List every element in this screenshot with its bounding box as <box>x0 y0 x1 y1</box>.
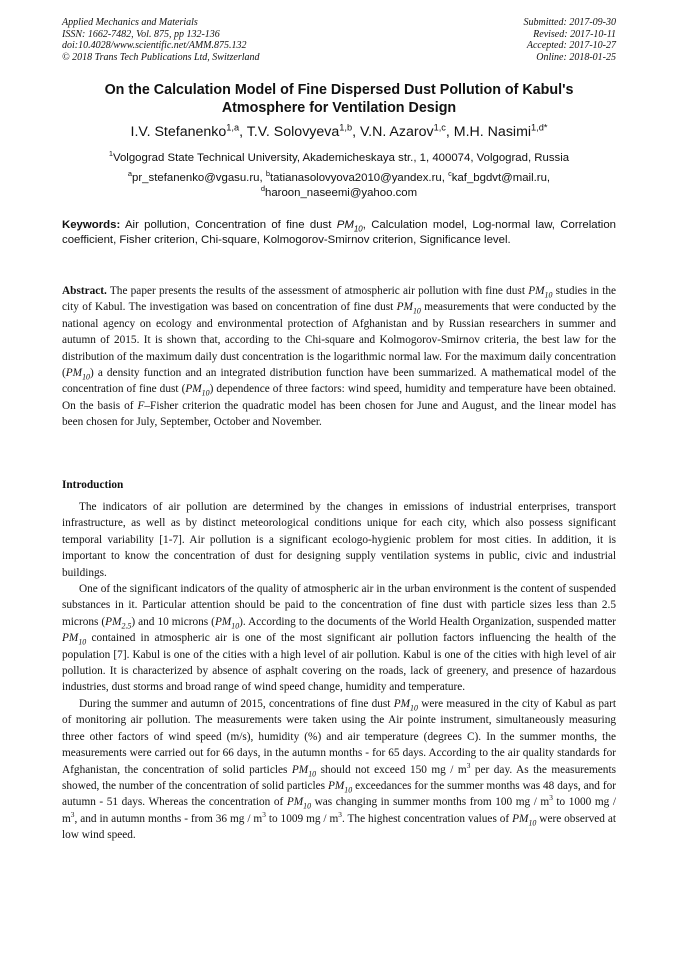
author-list: I.V. Stefanenko$^{1,a}$, T.V. Solovyeva$^{1,b}$, V.N. Azarov$^{1,c}$, M.H. Nasimi$^{1,d*}$ <box>130 122 548 140</box>
keywords-label: Keywords: <box>62 219 121 231</box>
email-list: $^a$pr_stefanenko@vgasu.ru, $^b$tatianasolovyova2010@yandex.ru, $^c$kaf_bgdvt@mail.ru, $^d$haroon_naseemi@yahoo.com <box>127 169 551 199</box>
abstract-section: Abstract. The paper presents the results of the assessment of atmospheric air pollution with fine dust $PM_{10}$ studies in the city of Kabul. The investigation was based on concentration of fine dust $PM_{10}$ measurements that were conducted by the national agency on ecology and environmental protection of Afghanistan and by Russian researchers in summer and autumn of 2015. It is shown that, according to the Chi-square and Kolmogorov-Smirnov criteria, the best law for the distribution of the maximum daily dust concentration is the logarithmic normal law. For the maximum daily concentration $(PM_{10})$ a density function and an integrated distribution function have been summarized. A mathematical model of the concentration of fine dust $(PM_{10})$ dependence of three factors: wind speed, humidity and temperature have been obtained. On the basis of F–Fisher criterion the quadratic model has been chosen for June and August, and the linear model has been chosen for July, September, October and November. <box>62 285 617 429</box>
author-name: T.V. Solovyeva <box>246 124 340 140</box>
affiliation <box>62 151 616 165</box>
date-submitted: Submitted: 2017-09-30 <box>523 17 616 28</box>
author-name: I.V. Stefanenko <box>130 124 227 140</box>
email-a: pr_stefanenko@vgasu.ru, <box>132 172 263 184</box>
author-name: V.N. Azarov <box>359 124 434 140</box>
date-revised: Revised: 2017-10-11 <box>533 28 616 40</box>
journal-info <box>62 17 260 63</box>
journal-doi: doi:10.4028/www.scientific.net/AMM.875.132 <box>62 40 247 51</box>
introduction-heading: Introduction <box>62 479 124 491</box>
title-line-2: Atmosphere for Ventilation Design <box>221 100 457 116</box>
affil-text: Volgograd State Technical University, Akademicheskaya str., 1, 400074, Volgograd, Russia <box>113 152 570 164</box>
author-affil-mark: 1,b <box>339 122 353 133</box>
intro-paragraph-2: One of the significant indicators of the quality of atmospheric air in the urban environment is the content of suspended substances in it. Particular attention should be paid to the concentration of fine dust with particle sizes less than 2.5 microns $(PM_{2.5})$ and 10 microns $(PM_{10})$. According to the documents of the World Health Organization, suspended matter $PM_{10}$ contained in atmospheric air is one of the most significant air pollution factors influencing the health of the population [7]. Kabul is one of the cities with a high level of air pollution. Kabul is one of the cities with high level of air pollution. It is characterized by absence of asphalt covering on the roads, lack of greenery, and presence of hazardous industries, dust storms and broad range of wind speed change, humidity and temperature. <box>62 583 617 694</box>
pm10-term: $PM_{10}$ <box>336 219 363 234</box>
abstract-label: Abstract. <box>62 285 107 297</box>
author-affil-mark: 1,c <box>433 122 446 133</box>
email-b: tatianasolovyova2010@yandex.ru, <box>269 172 445 184</box>
introduction-body <box>62 499 616 844</box>
email-d: haroon_naseemi@yahoo.com <box>264 187 418 199</box>
paper-title <box>62 81 616 117</box>
title-line-1: On the Calculation Model of Fine Dispersed Dust Pollution of Kabul's <box>104 82 574 98</box>
affil-mark: 1 <box>108 149 113 159</box>
email-c: kaf_bgdvt@mail.ru, <box>451 172 551 184</box>
date-online: Online: 2018-01-25 <box>536 51 616 63</box>
submission-dates <box>524 17 617 63</box>
journal-copyright: © 2018 Trans Tech Publications Ltd, Switzerland <box>62 51 260 63</box>
journal-issn: ISSN: 1662-7482, Vol. 875, pp 132-136 <box>62 28 220 40</box>
journal-name: Applied Mechanics and Materials <box>62 17 198 28</box>
author-affil-mark: 1,d* <box>531 122 548 133</box>
date-accepted: Accepted: 2017-10-27 <box>526 40 616 51</box>
author-name: M.H. Nasimi <box>453 124 532 140</box>
intro-paragraph-1: The indicators of air pollution are determined by the changes in emissions of industrial enterprises, transport infrastructure, as well as by distinct meteorological conditions unique for each city, which also possess significant temporal variability [1-7]. Air pollution is a significant ecologo-hygienic problem for most cities. In addition, it is important to know the concentration of dust for designing supply ventilation systems in public, civic and industrial buildings. <box>62 501 616 579</box>
keywords-section: Keywords: Air pollution, Concentration of fine dust $PM_{10}$, Calculation model, Log-normal law, Correlation coefficient, Fisher criterion, Chi-square, Kolmogorov-Smirnov criterion, Significance level. <box>62 219 616 246</box>
author-affil-mark: 1,a <box>226 122 240 133</box>
intro-paragraph-3: During the summer and autumn of 2015, concentrations of fine dust $PM_{10}$ were measured in the city of Kabul as part of monitoring air pollution. The measurements were taken using the Air pointe instrument, simultaneously measuring three other factors of wind speed (m/s), humidity (%) and air temperature (degrees C). In the summer months, the measurements were carried out for 66 days, in the autumn months - for 65 days. According to the air quality standards for Afghanistan, the concentration of solid particles $PM_{10}$ should not exceed 150 mg / $m^3$ per day. As the measurements showed, the number of the concentration of solid particles $PM_{10}$ exceedances for the summer months was 48 days, and for autumn - 51 days. Whereas the concentration of $PM_{10}$ was changing in summer months from 100 mg / $m^3$ to 1000 mg / $m^3$, and in autumn months - from 36 mg / $m^3$ to 1009 mg / $m^3$. The highest concentration values of $PM_{10}$ were observed at low wind speed. <box>62 697 617 842</box>
